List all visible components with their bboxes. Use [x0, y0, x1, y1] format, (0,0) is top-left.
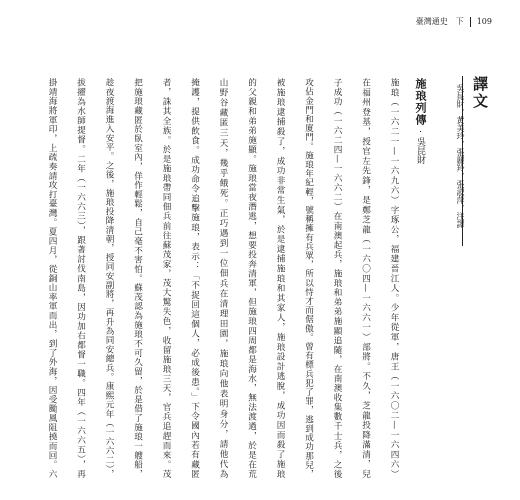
- text-column: 在福州登基，授官左先鋒，是鄭芝龍（一六〇四—一六六一）部將。不久，芝龍投降滿清，兒: [360, 78, 371, 478]
- text-column: 子成功（一六二四—一六六二）在南澳起兵，施琅和弟弟施顯追隨，在南澳收集數千士兵，之後: [332, 78, 342, 478]
- text-column: 趁夜渡海進入安平。之後，施琅投降清朝，授同安副將，再升為同安總兵。康熙元年（一六六二），: [104, 78, 114, 478]
- section-heading-block: [450, 76, 490, 246]
- text-column: 掛靖海將軍印，上疏奏請攻打臺灣。夏四月，從銅山率軍而出，到了外海，因受颱風阻撓而回。六: [47, 78, 57, 478]
- section-label: 譯文: [471, 76, 489, 110]
- text-column: 者，誅其全族。於是施琅帶同佃兵前往蘇茂家，茂大驚失色，收留施琅三天，官兵追趕而來。茂: [161, 78, 171, 478]
- text-column: 的父親和弟弟施顯。施琅當夜潛逃，想要投奔清軍，但施琅四周都是海水，無法渡過，於是在荒: [246, 78, 257, 478]
- text-column: 拔擢為水師提督。二年（一六六三），跟著討伐南島，因功加右都督一職。四年（一六六五），再: [75, 78, 86, 478]
- text-column: 被施琅逮捕殺了，成功非常生氣，於是逮捕施琅和其家人，施琅設計逃脫，成功因而殺了施琅: [275, 78, 285, 478]
- title-author-divider: [420, 131, 429, 132]
- running-head: [416, 16, 492, 27]
- translators-credit: 吳昆財、黃美玲、張麗羚、張淑萍、注譯: [456, 84, 465, 228]
- article-body: [38, 78, 409, 478]
- text-column: 掩護，提供飲食。成功命令追擊施琅，表示：「不捉回這個人，必成後患。」下令國內若有藏匿: [189, 78, 200, 478]
- book-title: 臺灣通史 下: [415, 17, 464, 26]
- article-heading: [410, 78, 430, 198]
- header-divider: [470, 17, 471, 27]
- text-column: 施琅（一六二一—一六九六）字琢公，福建晉江人。少年從軍，唐王（一六〇二—一六四六）: [389, 78, 399, 478]
- text-column: 山野谷藏匿三天，幾乎餓死。正巧遇到一位佃兵在清理田園，施琅向他表明身分，請他代為: [218, 78, 228, 478]
- page-number: 109: [476, 17, 492, 26]
- text-column: 把施琅藏匿於臥室內，佯作輕鬆，自己毫不害怕。蘇茂認為施琅不可久留，於是借了施琅一艘船，: [132, 78, 143, 478]
- article-author: 吳昆財: [415, 137, 425, 164]
- article-title: 施琅列傳: [414, 78, 427, 126]
- text-column: 攻佔金門和廈門。施琅年紀輕，號稱擁有兵眾，所以恃才而倨傲。曾有標兵犯了罪，逃到成功那兒，: [303, 78, 314, 478]
